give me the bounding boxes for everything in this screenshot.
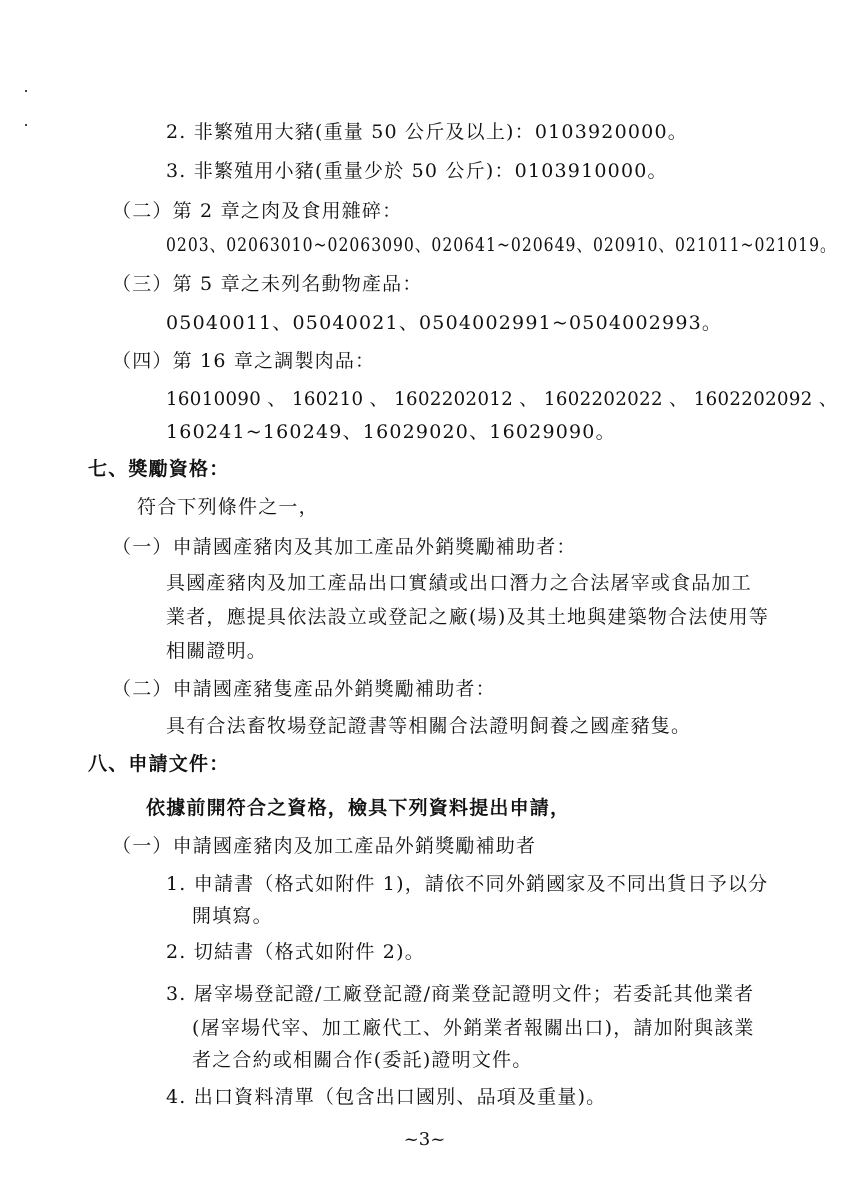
- text-line: 者之合約或相關合作(委託)證明文件。: [192, 1049, 533, 1071]
- text-line: 具國產豬肉及加工產品出口實績或出口潛力之合法屠宰或食品加工: [166, 572, 752, 594]
- page-number: ~3~: [403, 1129, 446, 1150]
- section-heading: （一）申請國產豬肉及其加工產品外銷獎勵補助者：: [112, 536, 577, 558]
- text-line: 05040011、05040021、0504002991~0504002993。: [166, 312, 723, 334]
- text-line: 開填寫。: [192, 905, 273, 927]
- scan-speck: [25, 90, 27, 92]
- text-line: 3. 非繁殖用小豬(重量少於 50 公斤)：0103910000。: [166, 160, 668, 182]
- chapter-heading: 八、申請文件：: [88, 753, 230, 775]
- text-line: 2. 非繁殖用大豬(重量 50 公斤及以上)：0103920000。: [166, 121, 688, 143]
- text-line: 16010090 、 160210 、 1602202012 、 1602202022 、 1602202092 、: [166, 388, 838, 410]
- text-line: 160241~160249、16029020、16029090。: [166, 421, 616, 443]
- text-line: 符合下列條件之一，: [137, 496, 319, 518]
- text-line: 依據前開符合之資格，檢具下列資料提出申請，: [146, 797, 571, 819]
- list-item: 1. 申請書（格式如附件 1)，請依不同外銷國家及不同出貨日予以分: [166, 873, 769, 895]
- section-heading: （二）申請國產豬隻產品外銷獎勵補助者：: [112, 678, 496, 700]
- scan-speck: [25, 124, 27, 126]
- list-item: 2. 切結書（格式如附件 2)。: [166, 941, 425, 963]
- section-heading: （二）第 2 章之肉及食用雜碎：: [112, 200, 403, 222]
- list-item: 3. 屠宰場登記證/工廠登記證/商業登記證明文件；若委託其他業者: [166, 983, 755, 1005]
- text-line: (屠宰場代宰、加工廠代工、外銷業者報關出口)，請加附與該業: [192, 1017, 755, 1039]
- chapter-heading: 七、獎勵資格：: [88, 458, 230, 480]
- section-heading: （一）申請國產豬肉及加工產品外銷獎勵補助者: [112, 835, 537, 857]
- section-heading: （四）第 16 章之調製肉品：: [112, 350, 376, 372]
- text-line: 0203、02063010~02063090、020641~020649、020910、021011~021019。: [166, 234, 837, 256]
- list-item: 4. 出口資料清單（包含出口國別、品項及重量)。: [166, 1086, 607, 1108]
- text-line: 相關證明。: [166, 640, 268, 662]
- section-heading: （三）第 5 章之未列名動物產品：: [112, 273, 423, 295]
- text-line: 具有合法畜牧場登記證書等相關合法證明飼養之國產豬隻。: [166, 715, 692, 737]
- text-line: 業者，應提具依法設立或登記之廠(場)及其土地與建築物合法使用等: [166, 606, 770, 628]
